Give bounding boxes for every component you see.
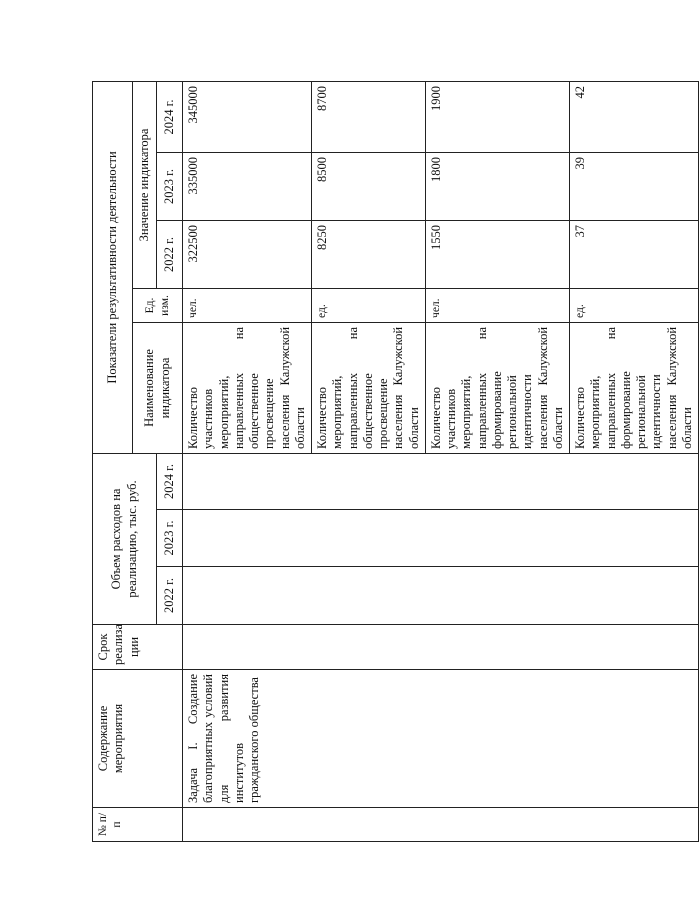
- header-volume-year-2024: 2024 г.: [157, 453, 183, 509]
- indicator-value-2022: 8250: [312, 220, 426, 288]
- header-term: Срок реализа ции: [93, 625, 183, 670]
- header-value-year-2022: 2022 г.: [157, 220, 183, 288]
- header-indicator-value: Значение индикатора: [133, 81, 157, 288]
- task-description: Задача I. Создание благоприятных условий для развития институтов гражданского общества: [183, 670, 699, 808]
- indicator-value-2022: 1550: [425, 220, 569, 288]
- indicator-unit: чел.: [183, 288, 312, 322]
- header-results: Показатели результативности деятельности: [93, 81, 133, 453]
- row-num-cell: [183, 808, 699, 842]
- indicator-value-2023: 8500: [312, 152, 426, 220]
- indicator-unit: ед.: [312, 288, 426, 322]
- header-volume: Объем расходов на реализацию, тыс. руб.: [93, 453, 157, 624]
- header-value-year-2023: 2023 г.: [157, 152, 183, 220]
- indicator-value-2024: 42: [570, 81, 699, 152]
- header-volume-year-2023: 2023 г.: [157, 510, 183, 567]
- activity-table: [92, 81, 699, 842]
- table-row: [183, 81, 312, 841]
- header-indicator-name: Наименование индикатора: [133, 322, 183, 453]
- indicator-value-2023: 39: [570, 152, 699, 220]
- indicator-unit: ед.: [570, 288, 699, 322]
- indicator-name: Количество мероприятий, направленных на общественное просвещение населения Калужской области: [312, 322, 426, 453]
- header-unit: Ед. изм.: [133, 288, 183, 322]
- header-volume-year-2022: 2022 г.: [157, 567, 183, 625]
- rotated-page: [92, 82, 694, 842]
- indicator-name: Количество мероприятий, направленных на формирование региональной идентичности населения Калужской области: [570, 322, 699, 453]
- indicator-value-2024: 1900: [425, 81, 569, 152]
- header-num: № п/п: [93, 808, 183, 842]
- header-content: Содержание мероприятия: [93, 670, 183, 808]
- volume-2022-cell: [183, 567, 699, 625]
- indicator-value-2022: 37: [570, 220, 699, 288]
- volume-2023-cell: [183, 510, 699, 567]
- indicator-unit: чел.: [425, 288, 569, 322]
- header-value-year-2024: 2024 г.: [157, 81, 183, 152]
- indicator-name: Количество участников мероприятий, направленных на общественное просвещение населения Калужской области: [183, 322, 312, 453]
- indicator-value-2024: 8700: [312, 81, 426, 152]
- volume-2024-cell: [183, 453, 699, 509]
- term-cell: [183, 625, 699, 670]
- indicator-value-2022: 322500: [183, 220, 312, 288]
- indicator-value-2023: 335000: [183, 152, 312, 220]
- indicator-name: Количество участников мероприятий, направленных на формирование региональной идентичности населения Калужской области: [425, 322, 569, 453]
- indicator-value-2024: 345000: [183, 81, 312, 152]
- indicator-value-2023: 1800: [425, 152, 569, 220]
